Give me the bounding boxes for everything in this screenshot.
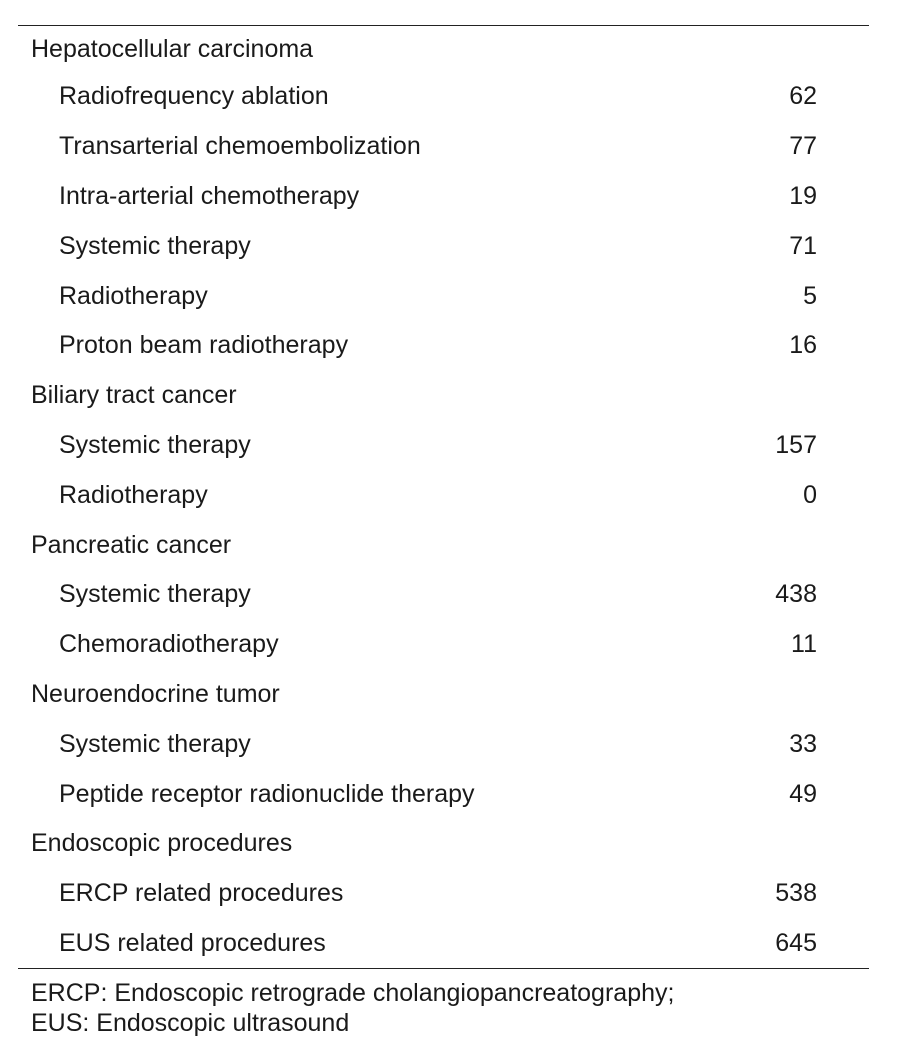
- procedure-label: Radiotherapy: [59, 480, 208, 509]
- table-row: [18, 72, 869, 122]
- table-row: [18, 919, 869, 969]
- procedure-count: 5: [803, 281, 817, 310]
- procedure-count: 19: [789, 181, 817, 210]
- table-category-row: [18, 520, 869, 570]
- category-label: Pancreatic cancer: [31, 530, 232, 559]
- category-label: Endoscopic procedures: [31, 829, 293, 858]
- table-row: [18, 421, 869, 471]
- procedure-label: Intra-arterial chemotherapy: [59, 181, 360, 210]
- table-category-row: [18, 371, 869, 421]
- procedure-count: 33: [789, 729, 817, 758]
- table-row: [18, 122, 869, 172]
- procedure-label: ERCP related procedures: [59, 879, 344, 908]
- procedure-count: 11: [791, 630, 817, 659]
- table-footnote: [31, 978, 674, 1038]
- procedure-label: Radiotherapy: [59, 281, 208, 310]
- bottom-rule: [18, 968, 869, 969]
- table-row: [18, 470, 869, 520]
- procedure-count: 71: [789, 231, 817, 260]
- table-row: [18, 271, 869, 321]
- table-row: [18, 221, 869, 271]
- procedure-label: EUS related procedures: [59, 928, 326, 957]
- table-row: [18, 172, 869, 222]
- category-label: Biliary tract cancer: [31, 381, 237, 410]
- table-row: [18, 719, 869, 769]
- category-label: Hepatocellular carcinoma: [31, 34, 314, 63]
- procedure-count: 49: [789, 779, 817, 808]
- footnote-line-ercp: ERCP: Endoscopic retrograde cholangiopancreatography;: [31, 979, 675, 1007]
- table-row: [18, 620, 869, 670]
- procedure-label: Radiofrequency ablation: [59, 82, 329, 111]
- table-category-row: [18, 819, 869, 869]
- procedure-label: Peptide receptor radionuclide therapy: [59, 779, 475, 808]
- procedure-label: Transarterial chemoembolization: [59, 132, 421, 161]
- procedure-count: 538: [775, 879, 817, 908]
- procedure-count: 157: [775, 430, 817, 459]
- procedure-count: 438: [775, 580, 817, 609]
- procedure-label: Systemic therapy: [59, 729, 251, 758]
- procedure-label: Proton beam radiotherapy: [59, 331, 349, 360]
- table-row: [18, 869, 869, 919]
- footnote-line-eus: EUS: Endoscopic ultrasound: [31, 1009, 350, 1037]
- procedure-label: Chemoradiotherapy: [59, 630, 279, 659]
- procedures-table: [18, 25, 869, 969]
- procedure-count: 0: [803, 480, 817, 509]
- category-label: Neuroendocrine tumor: [31, 679, 280, 708]
- procedure-count: 16: [789, 331, 817, 360]
- procedure-label: Systemic therapy: [59, 231, 251, 260]
- table-row: [18, 321, 869, 371]
- procedure-label: Systemic therapy: [59, 580, 251, 609]
- procedure-count: 62: [789, 82, 817, 111]
- procedure-count: 77: [789, 132, 817, 161]
- table-row: [18, 769, 869, 819]
- table-category-row: [18, 26, 869, 72]
- table-row: [18, 570, 869, 620]
- procedure-count: 645: [775, 928, 817, 957]
- procedure-label: Systemic therapy: [59, 430, 251, 459]
- table-category-row: [18, 670, 869, 720]
- table-body: [18, 26, 869, 968]
